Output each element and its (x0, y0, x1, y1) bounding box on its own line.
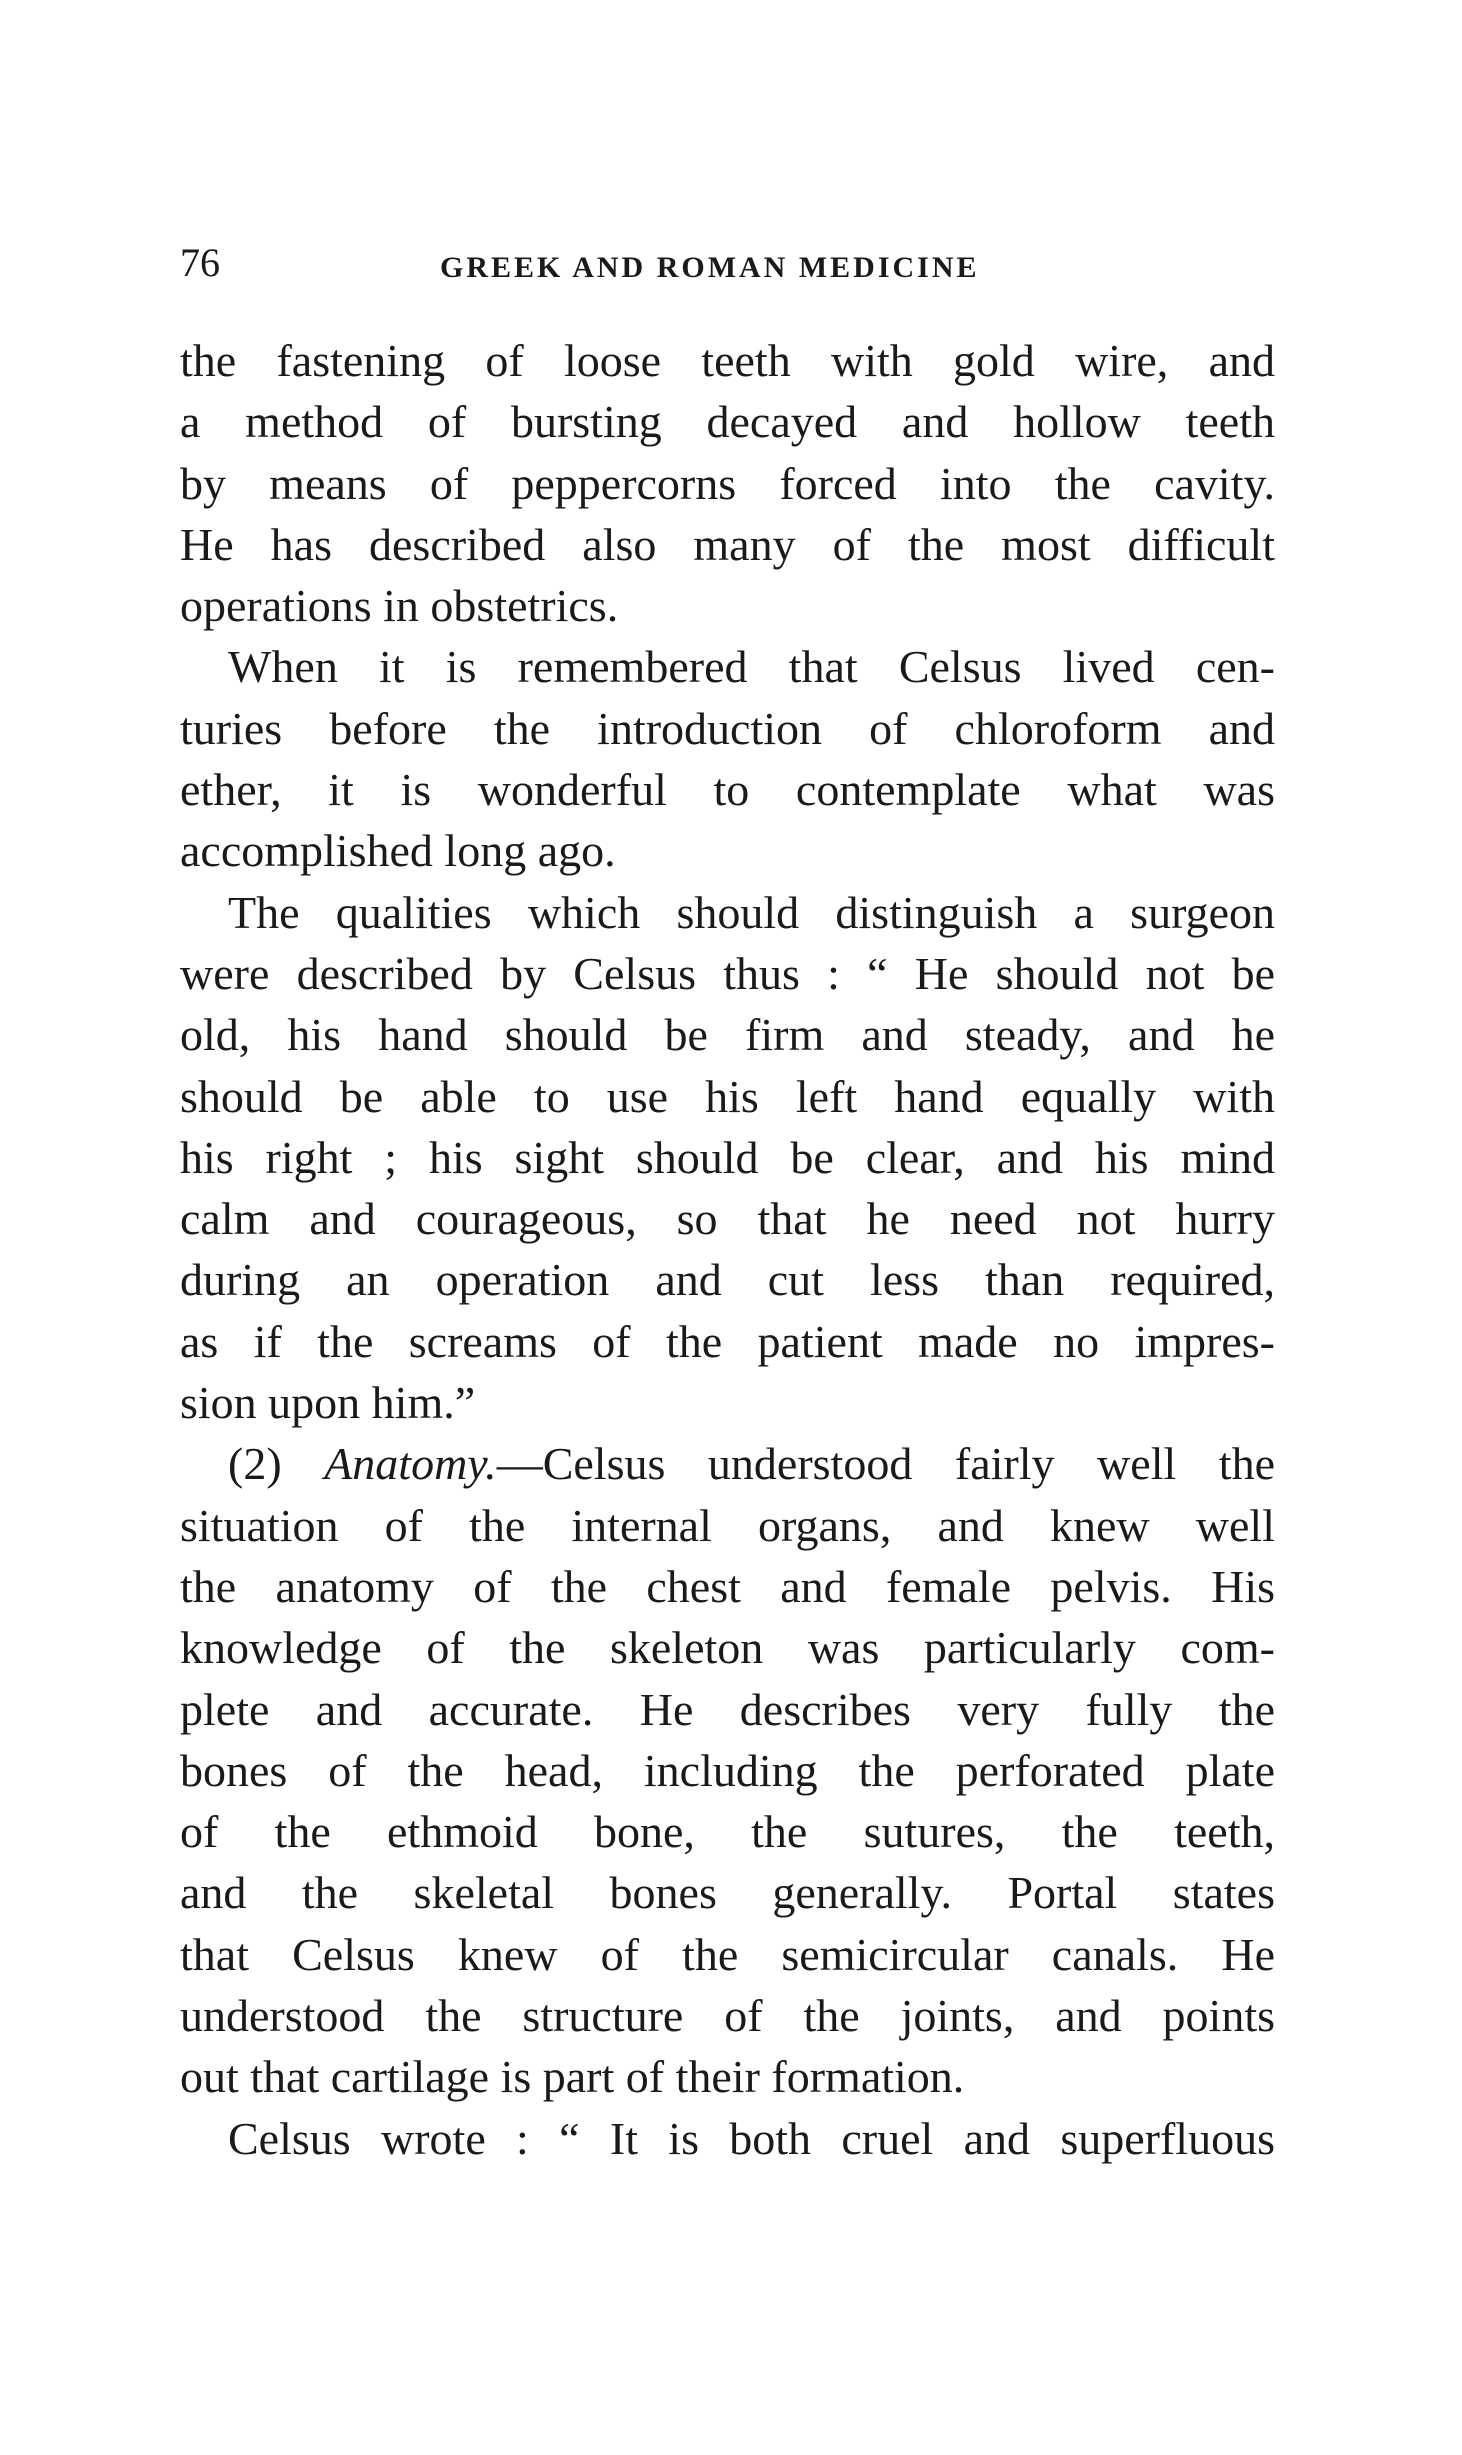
text-line: bones of the head, including the perforated plate (180, 1744, 1275, 1796)
text-line: were described by Celsus thus : “ He should not be (180, 947, 1275, 999)
text-line: of the ethmoid bone, the sutures, the teeth, (180, 1806, 1275, 1858)
text-line: Celsus wrote : “ It is both cruel and superfluous (228, 2112, 1275, 2164)
section-number: (2) (228, 1438, 325, 1490)
section-heading: Anatomy. (324, 1438, 497, 1490)
text-line: the anatomy of the chest and female pelvis. His (180, 1560, 1275, 1612)
text-line: calm and courageous, so that he need not hurry (180, 1193, 1275, 1245)
text-line: sion upon him.” (180, 1377, 476, 1429)
page-header (180, 238, 1280, 298)
page-number: 76 (180, 240, 220, 285)
text-line: understood the structure of the joints, and points (180, 1990, 1275, 2042)
text-line: knowledge of the skeleton was particularly com- (180, 1622, 1275, 1674)
text-line: He has described also many of the most difficult (180, 518, 1275, 570)
running-head: GREEK AND ROMAN MEDICINE (440, 251, 980, 284)
text-line: out that cartilage is part of their formation. (180, 2051, 965, 2103)
text-line: When it is remembered that Celsus lived cen- (228, 641, 1275, 693)
text-line: that Celsus knew of the semicircular canals. He (180, 1928, 1275, 1980)
text-line: during an operation and cut less than required, (180, 1254, 1275, 1306)
text-line: the fastening of loose teeth with gold wire, and (180, 335, 1275, 386)
text-line: ether, it is wonderful to contemplate what was (180, 764, 1275, 816)
text-line: situation of the internal organs, and knew well (180, 1499, 1275, 1551)
body-text (180, 330, 1275, 2169)
text-line: The qualities which should distinguish a surgeon (228, 886, 1275, 938)
text-line: accomplished long ago. (180, 825, 616, 877)
text-line: should be able to use his left hand equally with (180, 1070, 1275, 1122)
text-line (180, 1433, 1275, 1494)
text-line: old, his hand should be firm and steady, and he (180, 1009, 1275, 1061)
text-line: plete and accurate. He describes very fully the (180, 1683, 1275, 1735)
text-line: a method of bursting decayed and hollow teeth (180, 396, 1275, 448)
text-line: and the skeletal bones generally. Portal states (180, 1867, 1275, 1919)
text-line: by means of peppercorns forced into the cavity. (180, 457, 1275, 509)
text-line: as if the screams of the patient made no impres- (180, 1315, 1275, 1367)
section-text: —Celsus understood fairly well the (496, 1438, 1276, 1490)
text-line: operations in obstetrics. (180, 580, 619, 632)
text-line: turies before the introduction of chloroform and (180, 702, 1275, 754)
text-line: his right ; his sight should be clear, and his mind (180, 1131, 1275, 1183)
